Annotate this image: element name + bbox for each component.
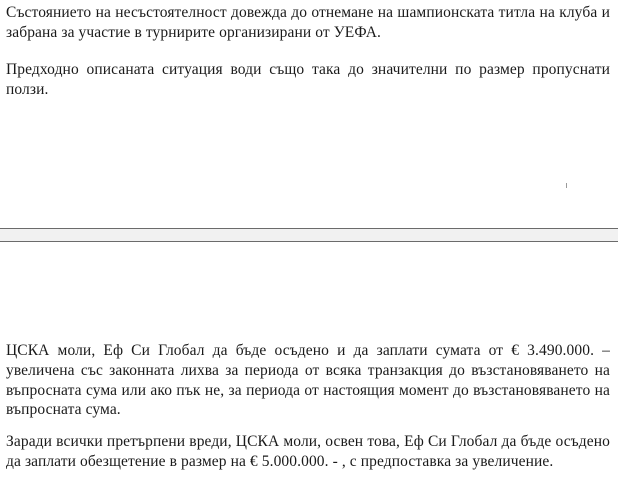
paragraph-lost-profits: Предходно описаната ситуация води също така до значителни по размер пропуснати ползи. [6,61,610,98]
scan-mark [566,183,567,188]
page-break-divider [0,228,618,242]
paragraph-claim-amount: ЦСКА моли, Еф Си Глобал да бъде осъдено и да заплати сумата от € 3.490.000. – увеличена със законната лихва за периода от всяка транзакция до възстановяването на въпросната сума или ако пък не, за периода от настоящия момент до възстановяването на въпросната сума. [6,342,610,419]
paragraph-insolvency: Състоянието на несъстоятелност довежда до отнемане на шампионската титла на клуба и забрана за участие в турнирите организирани от УЕФА. [6,4,610,41]
document-page-bottom [0,242,618,491]
document-page-top [0,0,618,228]
paragraph-damages-claim: Заради всички претърпени вреди, ЦСКА моли, освен това, Еф Си Глобал да бъде осъдено да заплати обезщетение в размер на € 5.000.000. - , с предпоставка за увеличение. [6,433,610,470]
